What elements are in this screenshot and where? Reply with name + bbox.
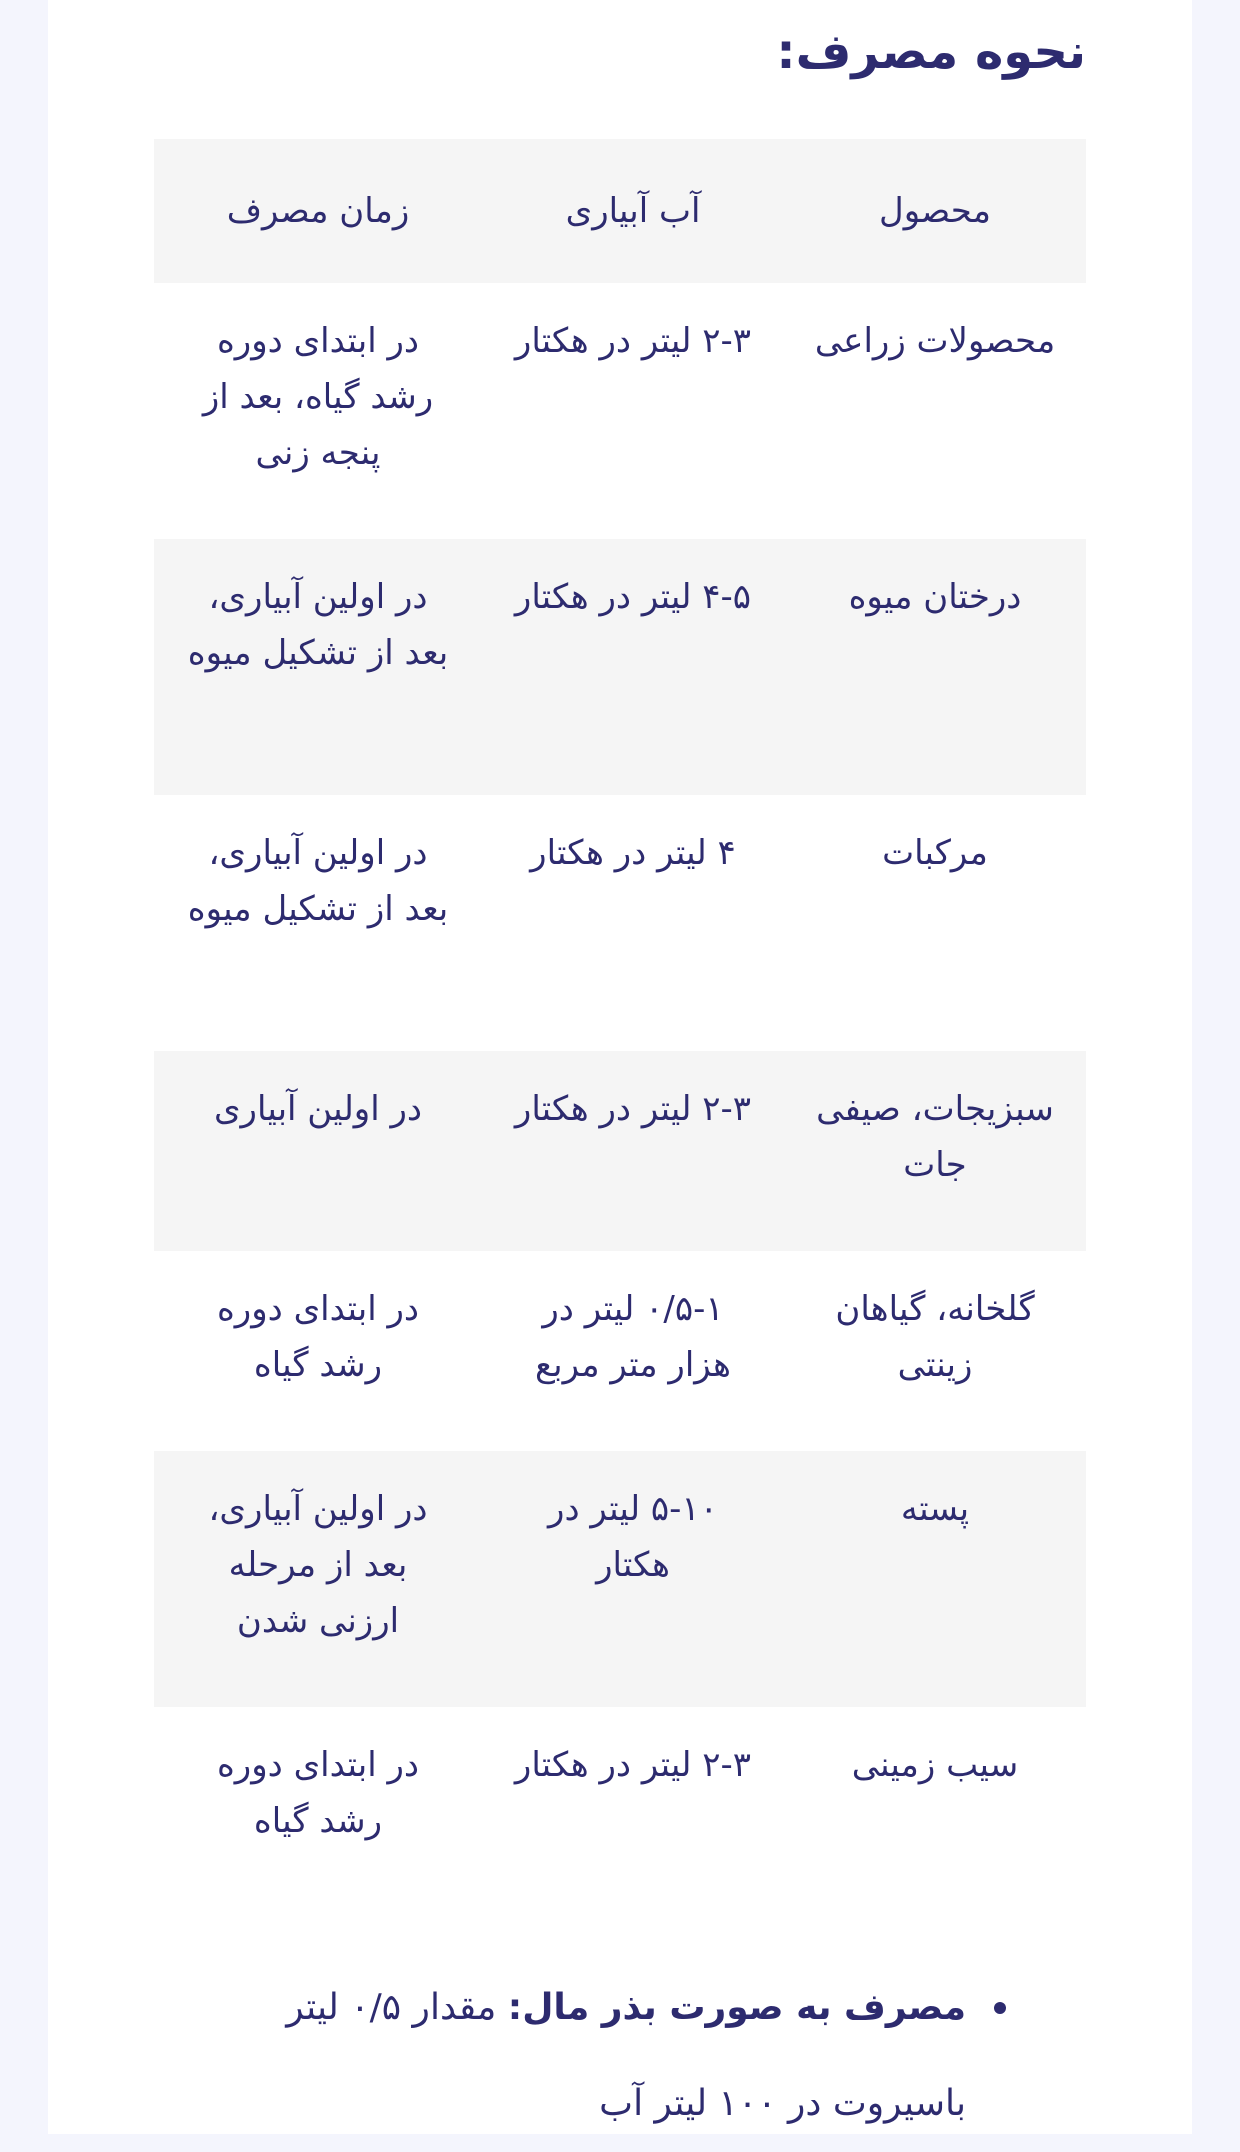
cell-crop: سیب زمینی <box>851 1745 1019 1785</box>
cell-timing: در ابتدای دوره رشد گیاه، بعد از پنجه زنی <box>202 321 434 473</box>
cell-crop: سبزیجات، صیفی جات <box>816 1089 1054 1185</box>
usage-notes <box>154 1960 1086 2152</box>
cell-dose: ۲-۳ لیتر در هکتار <box>514 1745 752 1785</box>
cell-crop: پسته <box>900 1489 970 1529</box>
table-header-row <box>154 139 1086 283</box>
cell-dose: ۲-۳ لیتر در هکتار <box>514 321 752 361</box>
cell-dose: ۴ لیتر در هکتار <box>530 833 736 873</box>
cell-timing: در اولین آبیاری <box>213 1089 423 1129</box>
cell-timing: در ابتدای دوره رشد گیاه <box>216 1745 420 1841</box>
section-title: نحوه مصرف: <box>776 24 1086 80</box>
table-row <box>154 1051 1086 1251</box>
header-irrigation: آب آبیاری <box>565 191 701 231</box>
cell-dose: ۴-۵ لیتر در هکتار <box>514 577 752 617</box>
table-row <box>154 1451 1086 1707</box>
cell-dose: ۰/۵-۱ لیتر در هزار متر مربع <box>535 1289 731 1385</box>
seed-usage-text: مقدار ۰/۵ لیتر باسیروت در ۱۰۰ لیتر آب <box>286 1987 966 2124</box>
bullet-icon <box>994 2002 1006 2014</box>
seed-usage-label: مصرف به صورت بذر مال: <box>507 1987 966 2028</box>
cell-dose: ۲-۳ لیتر در هکتار <box>514 1089 752 1129</box>
cell-timing: در ابتدای دوره رشد گیاه <box>216 1289 420 1385</box>
cell-crop: درختان میوه <box>848 577 1022 617</box>
table-row <box>154 283 1086 539</box>
table-row <box>154 539 1086 795</box>
header-timing: زمان مصرف <box>226 191 410 231</box>
table-row <box>154 1707 1086 1907</box>
cell-crop: محصولات زراعی <box>814 321 1056 361</box>
header-crop: محصول <box>879 191 991 231</box>
cell-crop: مرکبات <box>882 833 988 873</box>
table-row <box>154 1251 1086 1451</box>
cell-timing: در اولین آبیاری، بعد از تشکیل میوه <box>187 577 449 673</box>
cell-timing: در اولین آبیاری، بعد از تشکیل میوه <box>187 833 449 929</box>
usage-table <box>154 139 1086 1907</box>
cell-timing: در اولین آبیاری، بعد از مرحله ارزنی شدن <box>208 1489 428 1641</box>
cell-dose: ۵-۱۰ لیتر در هکتار <box>548 1489 718 1585</box>
page-card <box>48 0 1192 2134</box>
table-row <box>154 795 1086 1051</box>
cell-crop: گلخانه، گیاهان زینتی <box>835 1289 1035 1385</box>
list-item <box>154 1960 1086 2152</box>
